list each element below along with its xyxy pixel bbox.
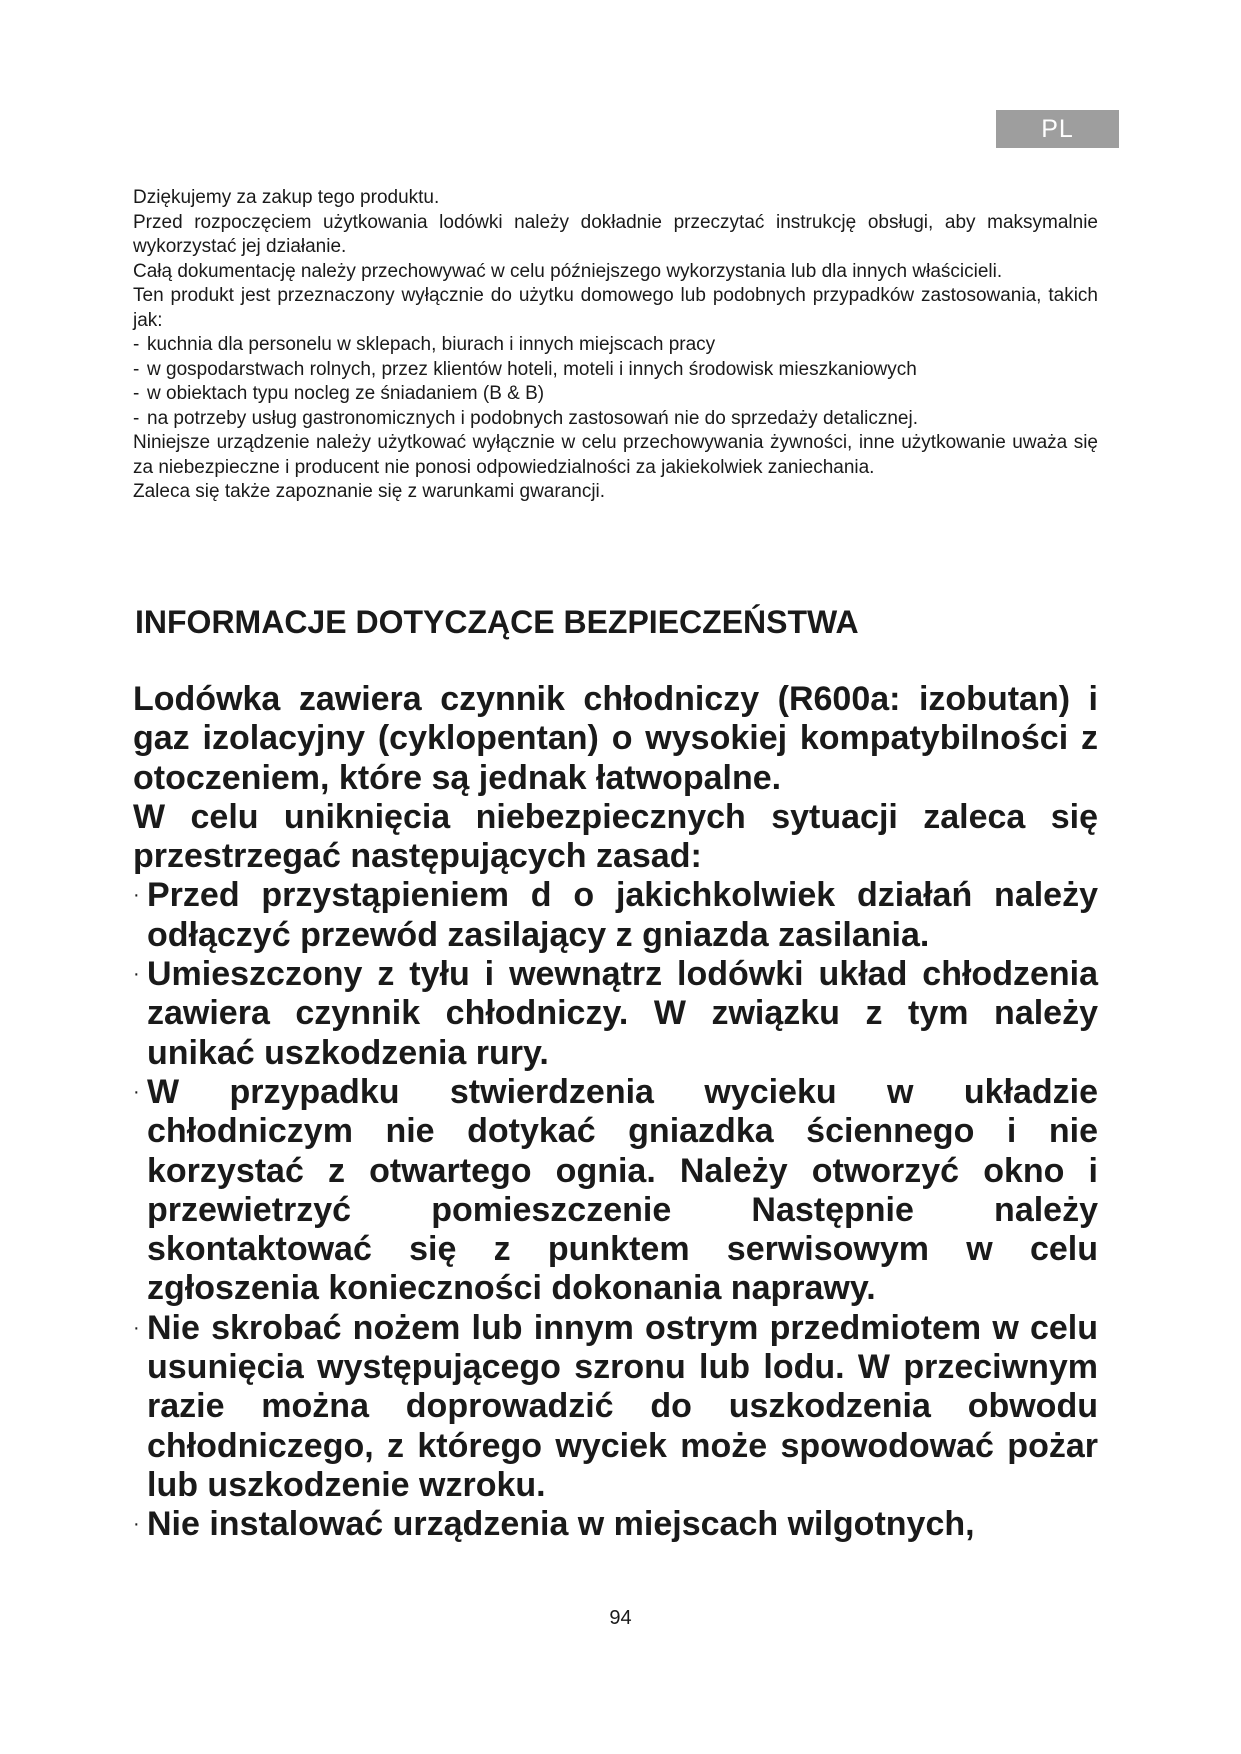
section-title: INFORMACJE DOTYCZĄCE BEZPIECZEŃSTWA: [135, 604, 859, 640]
usage-list-item: - w gospodarstwach rolnych, przez klientów hoteli, moteli i innych środowisk mieszkaniowych: [133, 358, 1098, 383]
safety-paragraph: W celu uniknięcia niebezpiecznych sytuacji zaleca się przestrzegać następujących zasad:: [133, 797, 1098, 876]
safety-list-item: [133, 876, 1098, 955]
intro-section: [133, 186, 1098, 505]
safety-list-item: [133, 1309, 1098, 1505]
usage-list-item: - na potrzeby usług gastronomicznych i podobnych zastosowań nie do sprzedaży detalicznej.: [133, 407, 1098, 432]
intro-paragraph: Przed rozpoczęciem użytkowania lodówki należy dokładnie przeczytać instrukcję obsługi, aby maksymalnie wykorzystać jej działanie.: [133, 211, 1098, 257]
usage-list-item: - kuchnia dla personelu w sklepach, biurach i innych miejscach pracy: [133, 333, 1098, 358]
safety-list-item-text: Przed przystąpieniem d o jakichkolwiek działań należy odłączyć przewód zasilający z gniazda zasilania.: [147, 876, 1098, 954]
safety-list-item-text: Nie instalować urządzenia w miejscach wilgotnych,: [147, 1505, 975, 1544]
safety-list-item-text: W przypadku stwierdzenia wycieku w układzie chłodniczym nie dotykać gniazdka ściennego i nie korzystać z otwartego ognia. Należy otworzyć okno i przewietrzyć pomieszczenie Następnie należy skontaktować się z punktem serwisowym w celu zgłoszenia konieczności dokonania naprawy.: [147, 1072, 1098, 1308]
intro-paragraph: Zaleca się także zapoznanie się z warunkami gwarancji.: [133, 481, 606, 502]
usage-list: [133, 333, 1098, 431]
safety-section: [133, 680, 1098, 1545]
bullet-icon: ·: [133, 1513, 140, 1536]
safety-list: [133, 876, 1098, 1544]
safety-list-item-text: Umieszczony z tyłu i wewnątrz lodówki układ chłodzenia zawiera czynnik chłodniczy. W związku z tym należy unikać uszkodzenia rury.: [147, 955, 1098, 1072]
intro-paragraph: Dziękujemy za zakup tego produktu.: [133, 187, 440, 208]
safety-list-item: [133, 1073, 1098, 1309]
safety-paragraph: Lodówka zawiera czynnik chłodniczy (R600a: izobutan) i gaz izolacyjny (cyklopentan) o wysokiej kompatybilności z otoczeniem, które są jednak łatwopalne.: [133, 680, 1098, 797]
bullet-icon: ·: [133, 884, 140, 907]
bullet-icon: ·: [133, 963, 140, 986]
intro-paragraph: Ten produkt jest przeznaczony wyłącznie do użytku domowego lub podobnych przypadków zastosowania, takich jak:: [133, 285, 1098, 331]
safety-list-item: [133, 955, 1098, 1073]
safety-list-item: [133, 1505, 1098, 1544]
language-badge: PL: [996, 110, 1119, 148]
safety-list-item-text: Nie skrobać nożem lub innym ostrym przedmiotem w celu usunięcia występującego szronu lub lodu. W przeciwnym razie można doprowadzić do uszkodzenia obwodu chłodniczego, z którego wyciek może spowodować pożar lub uszkodzenie wzroku.: [147, 1308, 1098, 1504]
usage-list-item: - w obiektach typu nocleg ze śniadaniem (B & B): [133, 382, 1098, 407]
intro-paragraph: Niniejsze urządzenie należy użytkować wyłącznie w celu przechowywania żywności, inne użytkowanie uważa się za niebezpieczne i producent nie ponosi odpowiedzialności za jakiekolwiek zaniechania.: [133, 432, 1098, 478]
intro-paragraph: Całą dokumentację należy przechowywać w celu późniejszego wykorzystania lub dla innych właścicieli.: [133, 260, 1003, 282]
bullet-icon: ·: [133, 1316, 140, 1339]
page-number: 94: [609, 1607, 632, 1629]
bullet-icon: ·: [133, 1080, 140, 1103]
